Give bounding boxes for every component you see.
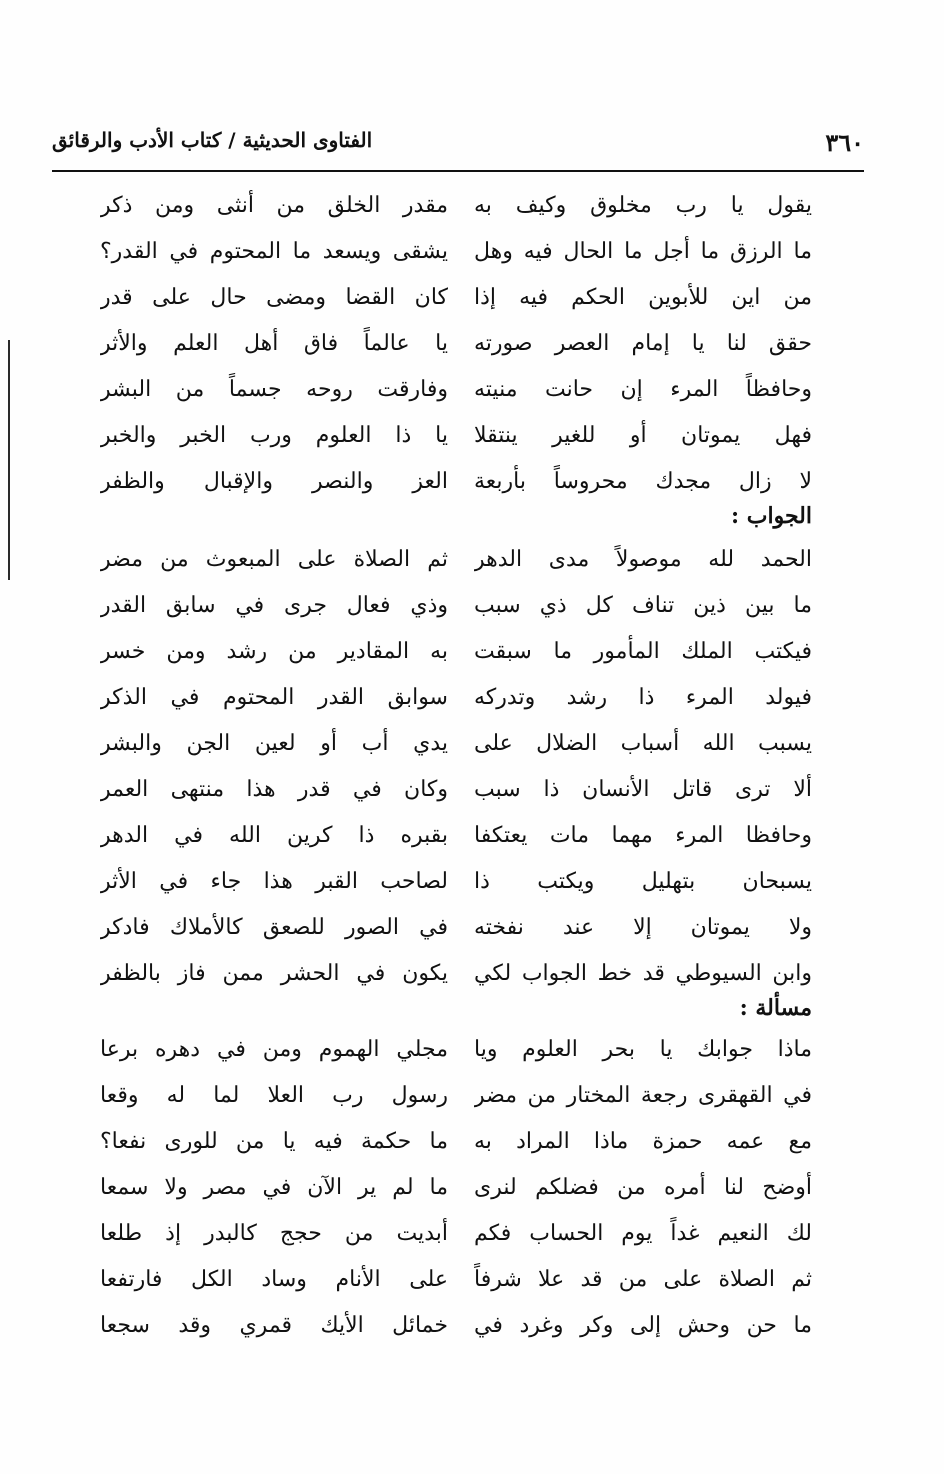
verse-second-hemistich: بقبره ذا كرين الله في الدهر (100, 823, 448, 848)
verse-first-hemistich: وحافظا المرء مهما مات يعتكفا (474, 823, 812, 848)
verse-row (0, 416, 944, 462)
verse-first-hemistich: فيكتب الملك المأمور ما سبقت (474, 639, 812, 664)
verse-second-hemistich: ما حكمة فيه يا من للورى نفعا؟ (100, 1129, 448, 1154)
verse-row (0, 1306, 944, 1352)
verse-second-hemistich: في الصور للصعق كالأملاك فادكر (100, 915, 448, 940)
verse-first-hemistich: لك النعيم غداً يوم الحساب فكم (474, 1221, 812, 1246)
verse-first-hemistich: ماذا جوابك يا بحر العلوم ويا (474, 1037, 812, 1062)
verse-first-hemistich: ما بين ذين تناف كل ذي سبب (474, 593, 812, 618)
verse-second-hemistich: يا ذا العلوم ورب الخبر والخبر (100, 423, 448, 448)
verse-second-hemistich: وكان في قدر هذا منتهى العمر (100, 777, 448, 802)
verse-second-hemistich: كان القضا ومضى حال على قدر (100, 285, 448, 310)
verse-row (0, 278, 944, 324)
verse-first-hemistich: ما الرزق ما أجل ما الحال فيه وهل (474, 239, 812, 264)
verse-second-hemistich: أبديت من حجج كالبدر إذ طلعا (100, 1221, 448, 1246)
page-number: ٣٦٠ (825, 128, 864, 157)
answer-label: الجواب : (731, 503, 812, 529)
verse-row (0, 232, 944, 278)
verse-row (0, 370, 944, 416)
verse-row (0, 908, 944, 954)
verse-first-hemistich: يسبحان بتهليل ويكتب ذا (474, 869, 812, 894)
verse-second-hemistich: على الأنام وساد الكل فارتفعا (100, 1267, 448, 1292)
verse-first-hemistich: لا زال مجدك محروساً بأربعة (474, 469, 812, 494)
verse-second-hemistich: يدي أب أو لعين الجن والبشر (100, 731, 448, 756)
verse-second-hemistich: وفارقت روحه جسماً من البشر (100, 377, 448, 402)
page-header (52, 128, 864, 168)
verse-second-hemistich: ثم الصلاة على المبعوث من مضر (100, 547, 448, 572)
verse-row (0, 1030, 944, 1076)
running-title: الفتاوى الحديثية / كتاب الأدب والرقائق (52, 128, 373, 152)
verse-first-hemistich: يسبب الله أسباب الضلال على (474, 731, 812, 756)
verse-second-hemistich: ما لم ير الآن في مصر ولا سمعا (100, 1175, 448, 1200)
verse-first-hemistich: ثم الصلاة على من قد علا شرفاً (474, 1267, 812, 1292)
verse-second-hemistich: يا عالماً فاق أهل العلم والأثر (100, 331, 448, 356)
verse-row (0, 770, 944, 816)
verse-row (0, 1168, 944, 1214)
verse-second-hemistich: خمائل الأيك قمري وقد سجعا (100, 1313, 448, 1338)
verse-second-hemistich: لصاحب القبر هذا جاء في الأثر (100, 869, 448, 894)
verse-row (0, 724, 944, 770)
verse-row (0, 1214, 944, 1260)
verse-second-hemistich: يكون في الحشر ممن فاز بالظفر (100, 961, 448, 986)
verse-row (0, 540, 944, 586)
verse-first-hemistich: ما حن وحش إلى وكر وغرد في (474, 1313, 812, 1338)
verse-first-hemistich: أوضح لنا أمره من فضلكم لنرى (474, 1175, 812, 1200)
verse-row (0, 324, 944, 370)
verse-first-hemistich: من اين للأبوين الحكم فيه إذا (474, 285, 812, 310)
verse-second-hemistich: سوابق القدر المحتوم في الذكر (100, 685, 448, 710)
verse-second-hemistich: وذي فعال جرى في سابق القدر (100, 593, 448, 618)
header-rule (52, 170, 864, 172)
verse-row (0, 1260, 944, 1306)
question-label: مسألة : (739, 995, 812, 1021)
verse-second-hemistich: مجلي الهموم ومن في دهره برعا (100, 1037, 448, 1062)
binding-edge-mark (8, 340, 10, 580)
verse-first-hemistich: حقق لنا يا إمام العصر صورته (474, 331, 812, 356)
verse-row (0, 862, 944, 908)
verse-row (0, 1122, 944, 1168)
verse-row (0, 678, 944, 724)
verse-row (0, 586, 944, 632)
verse-first-hemistich: فهل يموتان أو للغير ينتقلا (474, 423, 812, 448)
verse-second-hemistich: رسول رب العلا لما له وقعا (100, 1083, 448, 1108)
verse-second-hemistich: يشقى ويسعد ما المحتوم في القدر؟ (100, 239, 448, 264)
verse-first-hemistich: وحافظاً المرء إن حانت منيته (474, 377, 812, 402)
verse-first-hemistich: يقول يا رب مخلوق وكيف به (474, 193, 812, 218)
verse-second-hemistich: به المقادير من رشد ومن خسر (100, 639, 448, 664)
verse-row (0, 1076, 944, 1122)
verse-first-hemistich: ألا ترى قاتل الأنسان ذا سبب (474, 777, 812, 802)
verse-row (0, 186, 944, 232)
verse-first-hemistich: ولا يموتان إلا عند نفخته (474, 915, 812, 940)
verse-first-hemistich: مع عمه حمزة ماذا المراد به (474, 1129, 812, 1154)
verse-second-hemistich: العز والنصر والإقبال والظفر (100, 469, 448, 494)
verse-first-hemistich: في القهقرى رجعة المختار من مضر (474, 1083, 812, 1108)
verse-second-hemistich: مقدر الخلق من أنثى ومن ذكر (100, 193, 448, 218)
verse-first-hemistich: وابن السيوطي قد خط الجواب لكي (474, 961, 812, 986)
verse-first-hemistich: الحمد لله موصولاً مدى الدهر (474, 547, 812, 572)
verse-first-hemistich: فيولد المرء ذا رشد وتدركه (474, 685, 812, 710)
verse-row (0, 632, 944, 678)
verse-row (0, 816, 944, 862)
